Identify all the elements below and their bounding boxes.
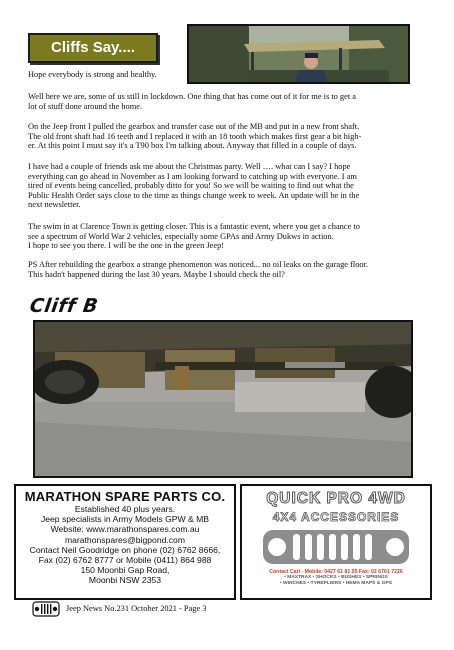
- signature: Cliff B: [28, 295, 100, 317]
- ad-line: Moonbi NSW 2353: [88, 575, 162, 586]
- text-line: The old front shaft had 16 teeth and I replaced it with an 18 tooth which makes first gear a bit high-: [28, 131, 362, 141]
- jeep-grille-logo-icon: [32, 601, 60, 617]
- quick-pro-4wd-ad: [240, 484, 432, 600]
- paragraph-lockdown: [28, 92, 413, 111]
- jeep-grille-icon: [261, 528, 411, 566]
- ad-title: MARATHON SPARE PARTS CO.: [24, 489, 226, 504]
- text-line: everything can go ahead in November as I am looking forward to catching up with everyone. I am: [28, 171, 357, 181]
- jeep-underside-photo: [33, 320, 413, 478]
- text-line: This hadn't happened during the last 30 years. Maybe I should check the oil?: [28, 269, 285, 279]
- ad-website[interactable]: Website: www.marathonspares.com.au: [50, 524, 200, 535]
- ad-services: • WINCHES • TYREPLIERS • HEMA MAPS & GPS: [279, 581, 393, 586]
- ad-email[interactable]: marathonspares@bigpond.com: [64, 534, 186, 545]
- text-line: Well here we are, some of us still in lockdown. One thing that has come out of it for me is to get a: [28, 92, 356, 101]
- page-footer: [32, 601, 252, 617]
- jeep-underside-image: [35, 322, 413, 478]
- paragraph-greeting: [28, 70, 413, 80]
- paragraph-clarence-town-swim: [28, 222, 413, 251]
- paragraph-jeep-front: [28, 122, 413, 151]
- text-line: I have had a couple of friends ask me about the Christmas party. Well …. what can I say? I hope: [28, 162, 351, 171]
- marathon-spare-parts-ad: [14, 484, 236, 600]
- footer-text: Jeep News No.231 October 2021 - Page 3: [66, 604, 207, 613]
- ad-line: Jeep specialists in Army Models GPW & MB: [40, 514, 210, 525]
- ad-line: 150 Moonbi Gap Road,: [80, 565, 170, 576]
- text-line: er. At this point I must say it's a T90 box I'm talking about. Anyway that filled in a couple of days.: [28, 141, 357, 151]
- ad-services: • MAXTRAX • SHOCKS • BUSHES • SPRINGS: [284, 575, 388, 580]
- text-line: lot of stuff done around the home.: [28, 101, 143, 111]
- text-line: On the Jeep front I pulled the gearbox and transfer case out of the MB and put in a new front shaft.: [28, 122, 360, 131]
- text-line: I hope to see you there. I will be the one in the green Jeep!: [28, 241, 225, 251]
- title-box: [28, 33, 158, 63]
- page-title: Cliffs Say....: [51, 39, 135, 56]
- ad-contact: Contact Carl - Mobile: 0427 61 81 05 Fax: 02 6761 7226: [269, 569, 403, 575]
- text-line: tired of events being cancelled, probably ditto for you! So we will be waiting to find out what the: [28, 181, 354, 191]
- ad-line: Fax (02) 6762 8777 or Mobile (0411) 864 988: [38, 555, 212, 566]
- text-line: The swim in at Clarence Town is getting closer. This is a fantastic event, where you get a chance to: [28, 222, 360, 231]
- text-line: next newsletter.: [28, 200, 81, 210]
- text-line: Hope everybody is strong and healthy.: [28, 70, 157, 79]
- text-line: see a spectrum of World War 2 vehicles, especially some GPAs and Army Dukws in action.: [28, 231, 334, 241]
- ad-subtitle: 4X4 ACCESSORIES: [272, 510, 400, 524]
- paragraph-christmas-party: [28, 162, 413, 210]
- text-line: PS After rebuilding the gearbox a strange phenomenon was noticed... no oil leaks on the garage floor.: [28, 260, 369, 269]
- paragraph-ps: [28, 260, 413, 279]
- ad-brand: QUICK PRO 4WD: [266, 490, 406, 507]
- text-line: Public Health Order says close to the time as things change week to week. An update will be in the: [28, 190, 360, 200]
- ad-line: Contact Neil Goodridge on phone (02) 6762 8666,: [29, 544, 221, 555]
- ad-line: Established 40 plus years.: [74, 504, 176, 514]
